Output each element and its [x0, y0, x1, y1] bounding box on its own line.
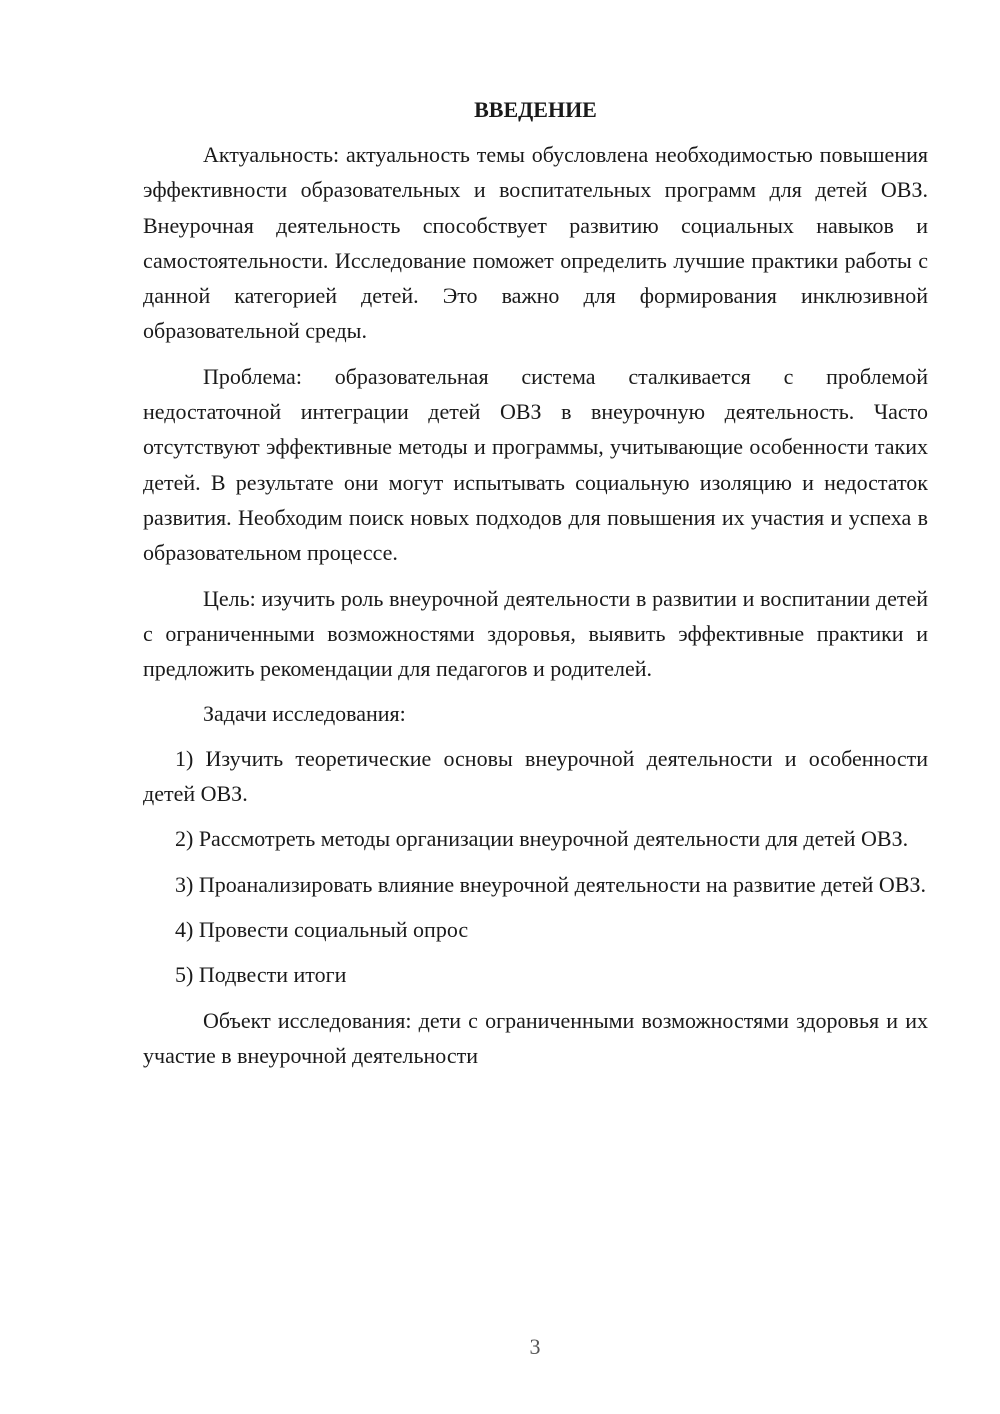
task-item: 2) Рассмотреть методы организации внеурочной деятельности для детей ОВЗ.	[175, 826, 909, 852]
task-item: 3) Проанализировать влияние внеурочной деятельности на развитие детей ОВЗ.	[175, 871, 927, 897]
page-number: 3	[529, 1334, 541, 1359]
tasks-heading: Задачи исследования:	[203, 701, 406, 727]
goal-paragraph: Цель: изучить роль внеурочной деятельности в развитии и воспитании детей с ограниченными возможностями здоровья, выявить эффективные практики и предложить рекомендации для педагогов и родителей.	[143, 585, 928, 682]
task-item: 1) Изучить теоретические основы внеурочной деятельности и особенности детей ОВЗ.	[143, 745, 928, 807]
relevance-paragraph: Актуальность: актуальность темы обусловлена необходимостью повышения эффективности образовательных и воспитательных программ для детей ОВЗ. Внеурочная деятельность способствует развитию социальных навыков и самостоятельности. Исследование поможет определить лучшие практики работы с данной категорией детей. Это важно для формирования инклюзивной образовательной среды.	[143, 142, 928, 344]
object-paragraph: Объект исследования: дети с ограниченными возможностями здоровья и их участие в внеурочной деятельности	[143, 1007, 928, 1068]
section-title: ВВЕДЕНИЕ	[474, 97, 597, 122]
page-content	[143, 95, 928, 1083]
task-item: 4) Провести социальный опрос	[175, 916, 469, 942]
problem-paragraph: Проблема: образовательная система сталкивается с проблемой недостаточной интеграции детей ОВЗ в внеурочную деятельность. Часто отсутствуют эффективные методы и программы, учитывающие особенности таких детей. В результате они могут испытывать социальную изоляцию и недостаток развития. Необходим поиск новых подходов для повышения их участия и успеха в образовательном процессе.	[143, 363, 928, 566]
task-item: 5) Подвести итоги	[175, 962, 347, 988]
